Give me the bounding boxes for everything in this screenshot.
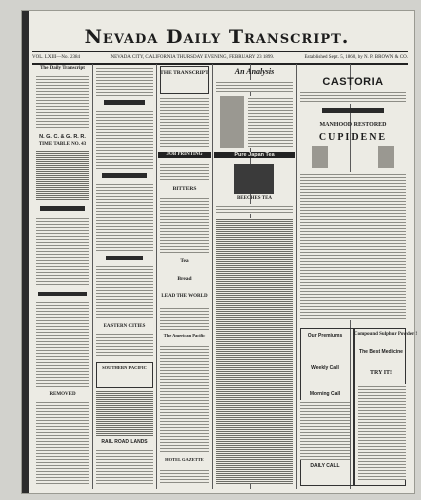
pure-japan-tea-heading: Pure Japan Tea xyxy=(214,152,295,158)
text-block xyxy=(96,264,153,320)
place-and-date: NEVADA CITY, CALIFORNIA THURSDAY EVENING, FEBRUARY 23 1899. xyxy=(110,55,275,60)
tea-heading: Tea xyxy=(180,258,189,264)
lead-the-world-heading: LEAD THE WORLD xyxy=(161,294,208,299)
bitters-heading: BITTERS xyxy=(172,186,197,192)
column-rule xyxy=(156,64,157,489)
bread-heading: Bread xyxy=(177,276,192,282)
text-block xyxy=(96,390,153,436)
american-pacific-heading: The American Pacific xyxy=(163,333,206,338)
castoria-heading: CASTORIA xyxy=(322,76,384,88)
ad-bar xyxy=(106,256,143,260)
portrait-illustration xyxy=(312,146,328,168)
column-rule xyxy=(212,64,213,489)
daily-transcript-heading: The Daily Transcript xyxy=(40,66,85,71)
text-block xyxy=(96,448,153,484)
dateline xyxy=(32,54,408,62)
text-block xyxy=(160,96,209,148)
ad-bar xyxy=(104,100,145,105)
text-block xyxy=(216,204,293,214)
text-block xyxy=(160,196,209,254)
cupidene-heading: CUPIDENE xyxy=(318,132,388,143)
text-block xyxy=(36,74,89,130)
job-printing-heading: JOB PRINTING xyxy=(158,152,211,158)
transcript-heading: THE TRANSCRIPT xyxy=(160,70,209,76)
text-block xyxy=(36,400,89,484)
timetable-heading: TIME TABLE NO. 43 xyxy=(38,142,87,147)
text-block xyxy=(358,384,406,480)
removed-heading: REMOVED xyxy=(49,392,76,397)
daily-call-heading: DAILY CALL xyxy=(310,463,340,469)
tea-figure-illustration xyxy=(220,96,244,148)
text-block xyxy=(96,109,153,169)
railroad-heading: N. G. C. & G. R. R. xyxy=(39,134,86,140)
column-4-5 xyxy=(214,66,295,487)
text-block xyxy=(160,468,209,484)
weekly-call-heading: Weekly Call xyxy=(311,365,339,371)
manhood-restored-heading: MANHOOD RESTORED xyxy=(319,122,387,128)
beeches-tea-heading: BEECHES TEA xyxy=(236,196,273,201)
column-rule xyxy=(92,64,93,489)
masthead-title: Nevada Daily Transcript. xyxy=(84,26,350,48)
text-block xyxy=(300,400,350,460)
scan-edge xyxy=(22,11,29,493)
text-block xyxy=(160,162,209,182)
column-3 xyxy=(158,66,211,487)
timetable-block xyxy=(36,150,89,200)
best-medicine-heading: The Best Medicine xyxy=(359,349,403,355)
morning-call-heading: Morning Call xyxy=(309,391,341,397)
column-2 xyxy=(94,66,155,487)
text-block xyxy=(36,300,89,388)
text-block xyxy=(160,344,209,452)
premiums-heading: Our Premiums xyxy=(307,333,343,339)
text-block xyxy=(300,172,406,320)
eastern-cities-heading: EASTERN CITIES xyxy=(103,324,146,329)
text-block xyxy=(300,90,406,104)
ad-bar xyxy=(40,206,85,211)
text-block xyxy=(160,306,209,330)
tea-box-illustration xyxy=(234,164,274,194)
railroad-lands-heading: RAIL ROAD LANDS xyxy=(101,439,148,445)
established-note: Established Sept. 5, 1860, by N. P. BROWN & CO. xyxy=(304,55,408,60)
masthead-rule-bottom xyxy=(32,63,408,65)
ad-bar xyxy=(322,108,384,113)
column-6 xyxy=(298,66,418,487)
compound-sulphur-heading: Compound Sulphur Powder ! xyxy=(354,332,418,337)
portrait-illustration xyxy=(378,146,394,168)
text-block xyxy=(36,216,89,286)
hotel-gazette-heading: HOTEL GAZETTE xyxy=(165,457,204,462)
southern-pacific-heading: SOUTHERN PACIFIC xyxy=(102,365,147,370)
try-it-heading: TRY IT! xyxy=(369,370,393,376)
column-1 xyxy=(34,66,91,487)
text-block xyxy=(248,96,293,148)
analysis-heading: An Analysis xyxy=(234,67,275,76)
news-column-text xyxy=(216,218,293,484)
ad-bar xyxy=(102,173,147,178)
masthead-rule-top xyxy=(32,51,408,52)
ad-bar xyxy=(38,292,87,296)
text-block xyxy=(96,182,153,252)
column-rule xyxy=(296,64,297,489)
text-block xyxy=(96,66,153,96)
text-block xyxy=(96,332,153,358)
text-block xyxy=(216,80,293,92)
volume-number: VOL. LXIII—No. 2384 xyxy=(32,55,81,60)
